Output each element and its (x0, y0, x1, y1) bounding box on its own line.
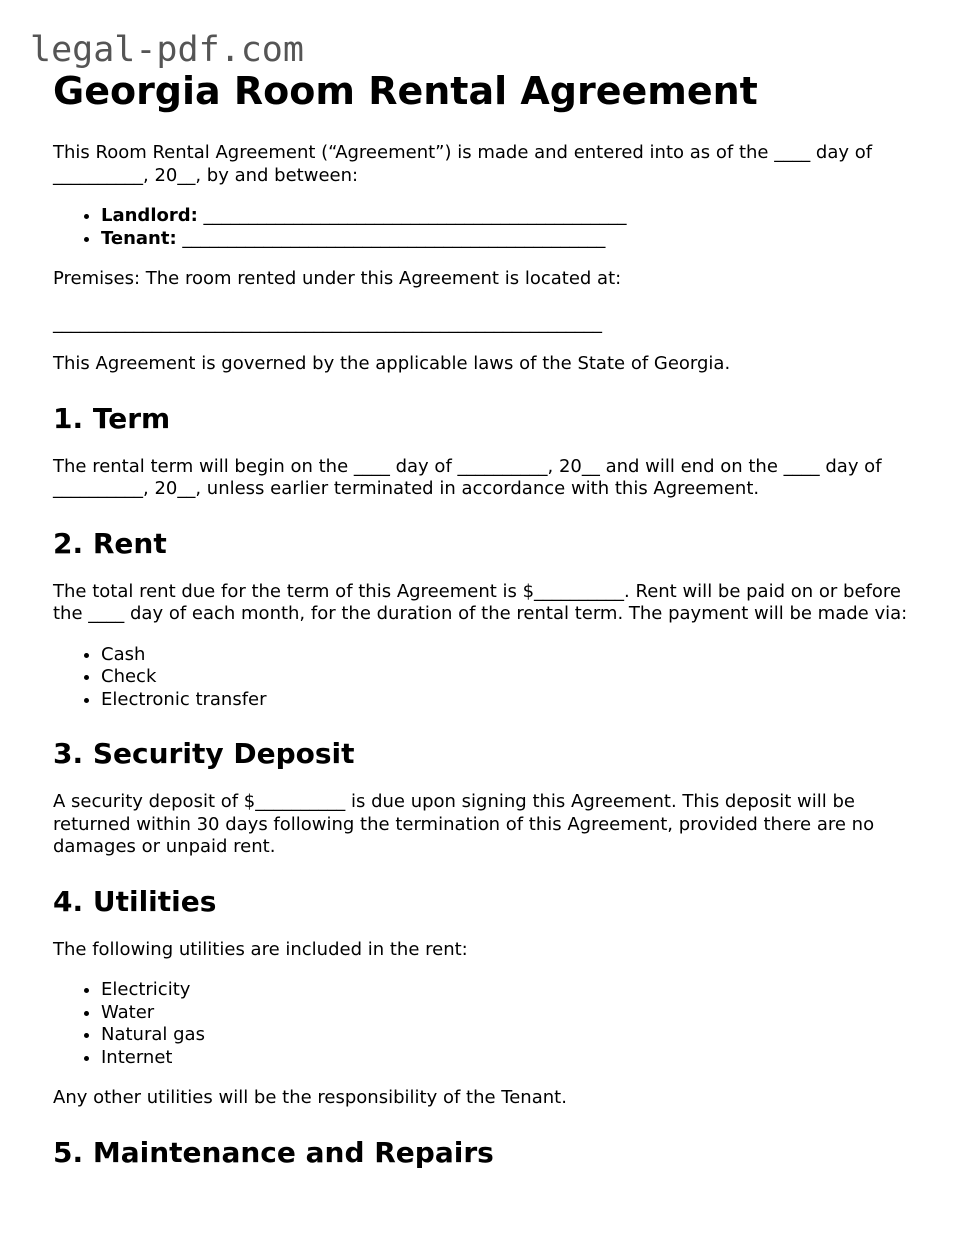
heading-term: 1. Term (53, 401, 171, 435)
landlord-line: _______________________________________________ (197, 205, 627, 226)
payment-methods-list (53, 644, 933, 712)
heading-rent: 2. Rent (53, 526, 167, 560)
payment-method: • Electronic transfer (101, 689, 933, 712)
party-tenant (101, 228, 933, 251)
premises-text: Premises: The room rented under this Agreement is located at: (53, 268, 622, 289)
payment-method: • Cash (101, 644, 933, 667)
term-text: The rental term will begin on the ____ day of __________, 20__ and will end on the ____ day of __________, 20__, unless earlier terminated in accordance with this Agreement. (53, 455, 882, 499)
deposit-text: A security deposit of $__________ is due upon signing this Agreement. This deposit will be returned within 30 days following the termination of this Agreement, provided there are no damages or unpaid rent. (53, 791, 875, 857)
utilities-footer: Any other utilities will be the responsibility of the Tenant. (53, 1087, 567, 1108)
heading-security-deposit: 3. Security Deposit (53, 737, 355, 770)
utility-item: • Water (101, 1002, 933, 1025)
heading-maintenance: 5. Maintenance and Repairs (53, 1135, 494, 1169)
parties-list (53, 205, 933, 250)
watermark: legal-pdf.com (30, 30, 304, 70)
payment-method: • Check (101, 666, 933, 689)
tenant-label: Tenant: (101, 227, 177, 249)
governing-law: This Agreement is governed by the applicable laws of the State of Georgia. (53, 353, 731, 374)
utilities-list (53, 979, 933, 1069)
document-title: Georgia Room Rental Agreement (53, 69, 758, 113)
utilities-text: The following utilities are included in the rent: (53, 938, 468, 960)
party-landlord (101, 205, 933, 228)
rent-text: The total rent due for the term of this Agreement is $__________. Rent will be paid on or before the ____ day of each month, for the duration of the rental term. The payment will be made via: (53, 580, 908, 624)
utility-item: • Internet (101, 1047, 933, 1070)
tenant-line: _______________________________________________ (176, 227, 606, 249)
heading-utilities: 4. Utilities (53, 884, 217, 918)
intro-paragraph: This Room Rental Agreement (“Agreement”) is made and entered into as of the ____ day of __________, 20__, by and between: (53, 142, 873, 186)
landlord-label: Landlord: (101, 205, 198, 226)
utility-item: • Natural gas (101, 1024, 933, 1047)
premises-line: _____________________________________________________________ (53, 312, 602, 334)
document-body (53, 66, 933, 1190)
utility-item: • Electricity (101, 979, 933, 1002)
